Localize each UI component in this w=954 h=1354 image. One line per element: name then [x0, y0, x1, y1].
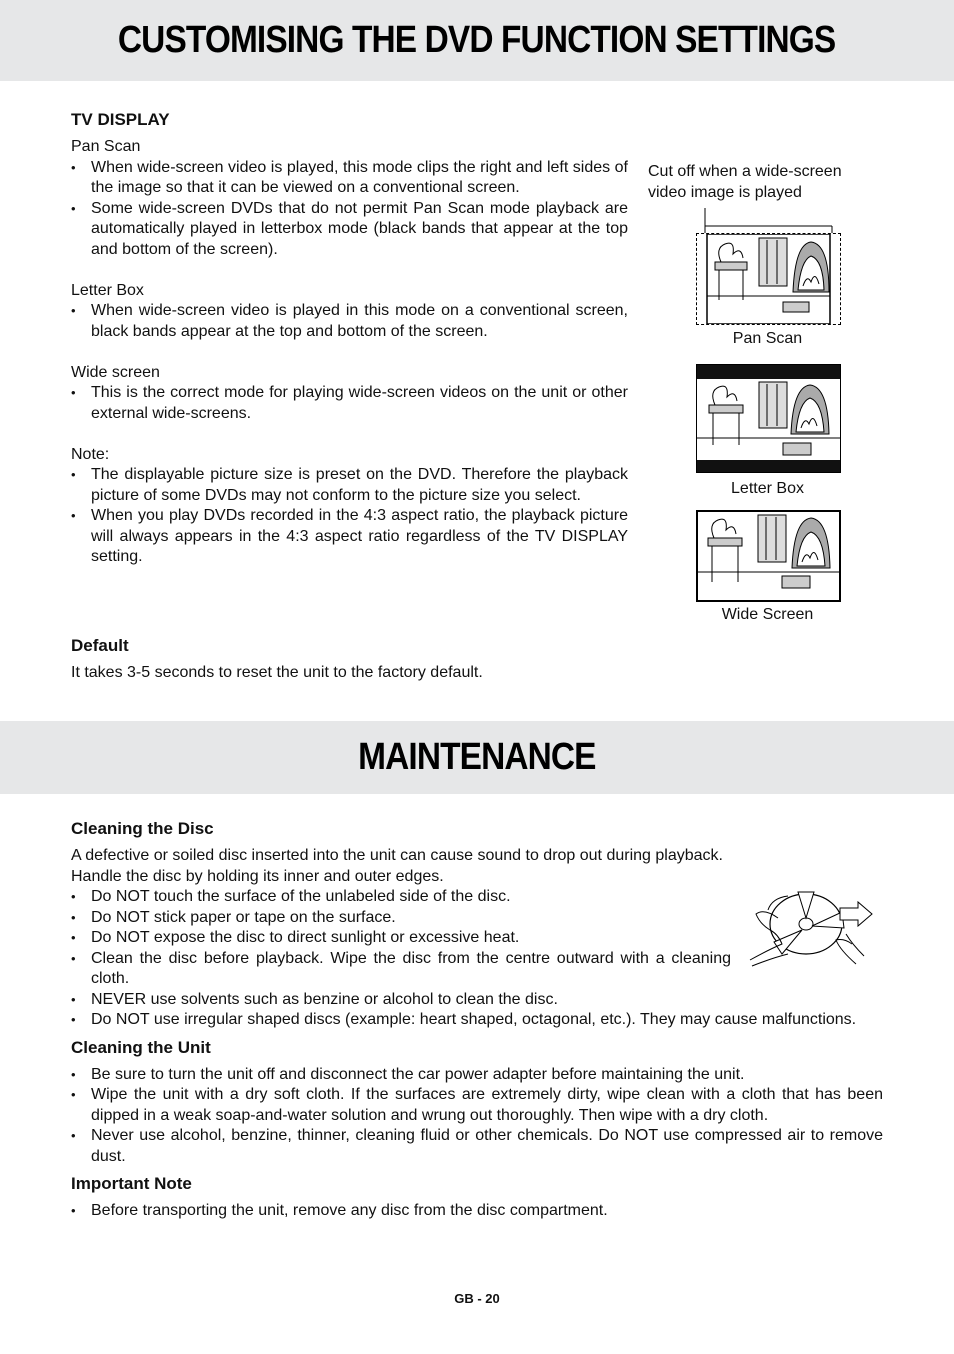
section-header-band — [0, 721, 954, 794]
pan-scan-caption: Pan Scan — [732, 330, 803, 347]
letter-box-caption: Letter Box — [731, 480, 804, 497]
default-text: It takes 3-5 seconds to reset the unit to the factory default. — [71, 664, 483, 681]
cleaning-disc-intro: Handle the disc by holding its inner and outer edges. — [71, 867, 444, 885]
pan-scan-list — [71, 158, 628, 261]
list-item: • NEVER use solvents such as benzine or alcohol to clean the disc. — [71, 990, 883, 1011]
important-note-heading: Important Note — [71, 1174, 192, 1193]
page-number: GB - 20 — [454, 1291, 500, 1306]
list-item: • The displayable picture size is preset on the DVD. Therefore the playback picture of some DVDs may not conform to the picture size you select. — [71, 465, 628, 506]
disc-cleaning-illustration — [748, 884, 874, 970]
list-item: • When you play DVDs recorded in the 4:3 aspect ratio, the playback picture will always appears in the 4:3 aspect ratio regardless of the TV DISPLAY setting. — [71, 506, 628, 568]
letter-box-label: Letter Box — [71, 281, 144, 299]
list-item: • Do NOT touch the surface of the unlabeled side of the disc. — [71, 887, 883, 908]
list-item: • Before transporting the unit, remove any disc from the disc compartment. — [71, 1201, 883, 1222]
important-note-list — [71, 1201, 883, 1222]
note-list — [71, 465, 628, 568]
list-item: • Be sure to turn the unit off and disconnect the car power adapter before maintaining the unit. — [71, 1065, 883, 1086]
list-item: • Do NOT use irregular shaped discs (example: heart shaped, octagonal, etc.). They may cause malfunctions. — [71, 1010, 883, 1031]
list-item: • Wipe the unit with a dry soft cloth. If the surfaces are extremely dirty, wipe clean with a cloth that has been dipped in a weak soap-and-water solution and wrung out thoroughly. Then wipe with a dry cloth. — [71, 1085, 883, 1126]
cleaning-disc-heading: Cleaning the Disc — [71, 819, 214, 838]
list-item: • This is the correct mode for playing wide-screen videos on the unit or other external wide-screens. — [71, 383, 628, 424]
list-item: • Never use alcohol, benzine, thinner, cleaning fluid or other chemicals. Do NOT use compressed air to remove dust. — [71, 1126, 883, 1167]
cleaning-disc-intro: A defective or soiled disc inserted into the unit can cause sound to drop out during playback. — [71, 847, 723, 864]
pan-scan-illustration — [696, 233, 841, 325]
default-section — [71, 635, 671, 684]
default-heading: Default — [71, 636, 129, 655]
note-label: Note: — [71, 445, 110, 463]
letter-box-illustration — [696, 364, 841, 473]
list-item: • When wide-screen video is played in this mode on a conventional screen, black bands appear at the top and bottom of the screen. — [71, 301, 628, 342]
section-title-dvd-settings: CUSTOMISING THE DVD FUNCTION SETTINGS — [118, 19, 836, 61]
list-item: • When wide-screen video is played, this mode clips the right and left sides of the image so that it can be viewed on a conventional screen. — [71, 158, 628, 199]
section-header-band — [0, 0, 954, 81]
wide-screen-illustration — [696, 510, 841, 602]
pan-scan-label: Pan Scan — [71, 138, 141, 155]
cleaning-unit-heading: Cleaning the Unit — [71, 1037, 211, 1057]
tv-display-section — [71, 109, 628, 568]
section-title-maintenance: MAINTENANCE — [358, 736, 596, 778]
list-item: • Do NOT stick paper or tape on the surface. — [71, 908, 883, 929]
tv-display-heading: TV DISPLAY — [71, 110, 170, 129]
cleaning-disc-section — [71, 818, 883, 1222]
cutoff-caption: Cut off when a wide-screen video image is played — [648, 163, 842, 201]
wide-screen-caption: Wide Screen — [721, 606, 814, 623]
cleaning-unit-list — [71, 1065, 883, 1168]
list-item: • Some wide-screen DVDs that do not permit Pan Scan mode playback are automatically played in letterbox mode (black bands that appear at the top and bottom of the screen). — [71, 199, 628, 261]
list-item: • Do NOT expose the disc to direct sunlight or excessive heat. — [71, 928, 883, 949]
wide-screen-list — [71, 383, 628, 424]
letter-box-list — [71, 301, 628, 342]
list-item: • Clean the disc before playback. Wipe the disc from the centre outward with a cleaning cloth. — [71, 949, 731, 990]
wide-screen-label: Wide screen — [71, 363, 160, 381]
